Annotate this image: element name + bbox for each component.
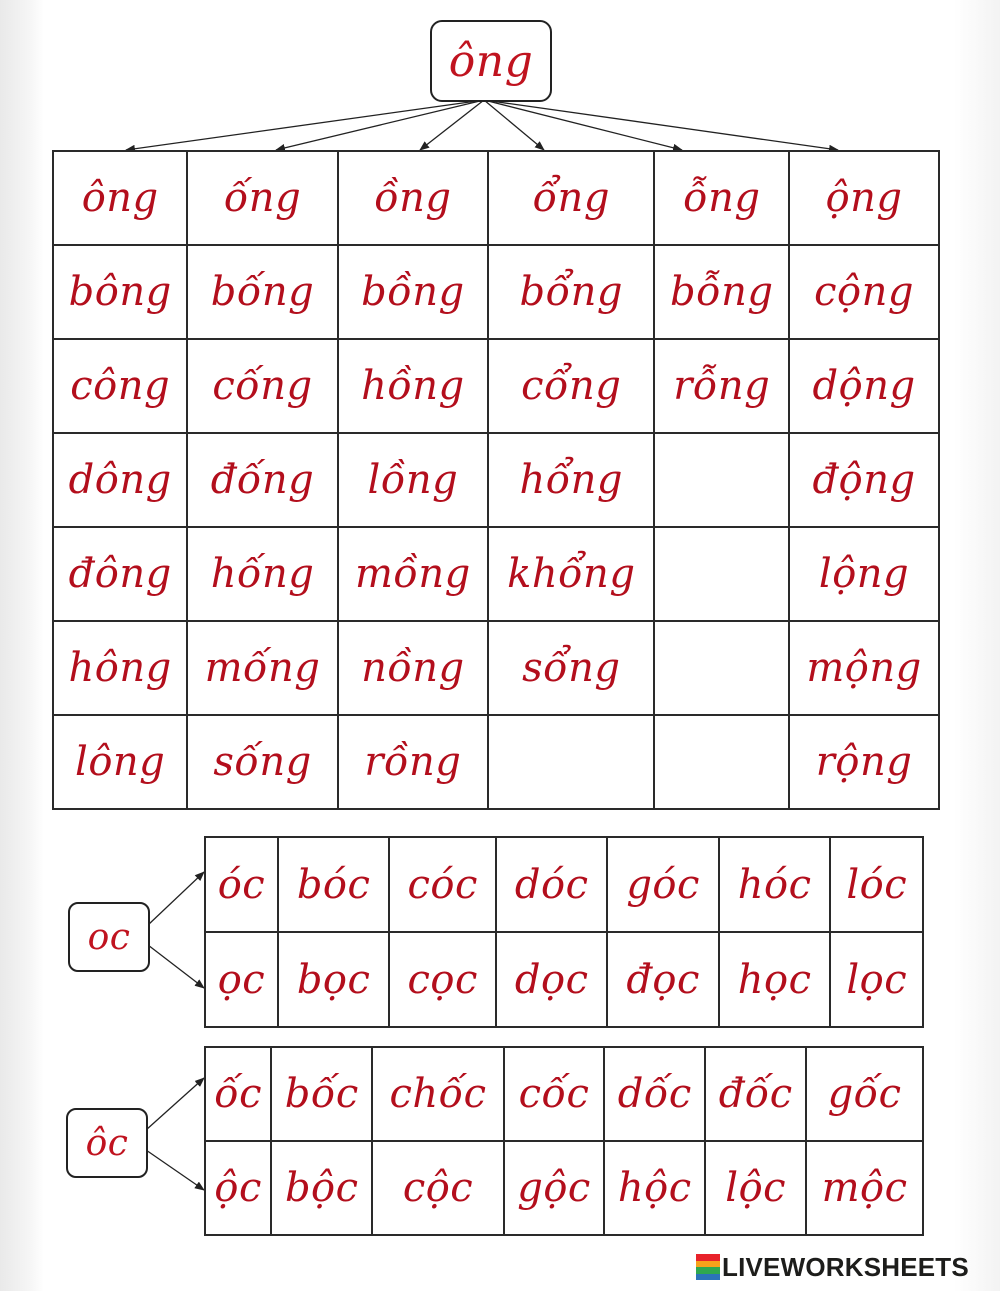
syllable-word: mống <box>204 645 321 691</box>
syllable-cell <box>830 837 923 932</box>
syllable-word: rộng <box>815 739 913 785</box>
syllable-cell <box>806 1141 923 1235</box>
arrow-oc-bottom <box>148 945 204 988</box>
table-row <box>53 621 939 715</box>
syllable-word: lồng <box>367 457 459 503</box>
syllable-cell <box>372 1047 504 1141</box>
syllable-cell <box>271 1047 372 1141</box>
syllable-word: ông <box>81 175 159 221</box>
syllable-cell <box>654 151 789 245</box>
syllable-cell <box>719 837 831 932</box>
syllable-cell <box>488 715 654 809</box>
syllable-cell <box>53 151 187 245</box>
syllable-word: khổng <box>507 551 636 597</box>
syllable-word: hóc <box>737 861 812 908</box>
syllable-cell <box>488 151 654 245</box>
syllable-word: sống <box>213 739 312 785</box>
syllable-cell <box>338 621 488 715</box>
syllable-cell <box>789 621 939 715</box>
syllable-word: cổng <box>521 363 622 409</box>
syllable-word: mộng <box>806 645 922 691</box>
syllable-word: đốc <box>718 1071 793 1117</box>
syllable-word: óc <box>217 861 266 908</box>
oc-header-box <box>68 902 150 972</box>
syllable-word: hổng <box>519 457 624 503</box>
syllable-word: dóc <box>514 861 589 908</box>
syllable-word: chốc <box>389 1071 487 1117</box>
syllable-cell <box>488 527 654 621</box>
syllable-cell <box>205 837 278 932</box>
table-row <box>53 245 939 339</box>
syllable-word: bổng <box>519 269 623 315</box>
table-row <box>53 339 939 433</box>
brand-text: LIVEWORKSHEETS <box>722 1251 969 1282</box>
oc-header-label: oc <box>87 916 131 958</box>
syllable-cell <box>187 527 337 621</box>
syllable-cell <box>504 1141 604 1235</box>
table-row <box>53 715 939 809</box>
syllable-cell <box>789 339 939 433</box>
syllable-cell <box>389 837 496 932</box>
syllable-cell <box>205 1141 271 1235</box>
syllable-cell <box>187 621 337 715</box>
oc2-header-label: ôc <box>85 1122 129 1164</box>
syllable-word: công <box>70 363 171 409</box>
syllable-cell <box>789 715 939 809</box>
syllable-word: hống <box>210 551 315 597</box>
syllable-cell <box>654 715 789 809</box>
syllable-cell <box>654 433 789 527</box>
syllable-word: lộc <box>725 1165 787 1211</box>
syllable-cell <box>338 433 488 527</box>
arrow-oc-top <box>148 872 204 925</box>
syllable-cell <box>830 932 923 1027</box>
syllable-cell <box>372 1141 504 1235</box>
table-row <box>53 151 939 245</box>
syllable-cell <box>705 1047 806 1141</box>
syllable-word: nồng <box>361 645 465 691</box>
syllable-word: bọc <box>296 956 371 1003</box>
syllable-word: hồng <box>361 363 465 409</box>
syllable-word: cộc <box>402 1165 474 1211</box>
syllable-cell <box>488 339 654 433</box>
syllable-cell <box>53 621 187 715</box>
syllable-word: động <box>812 457 916 503</box>
syllable-word: hông <box>68 645 172 691</box>
ong-header-box <box>430 20 552 102</box>
syllable-word: ộng <box>825 175 903 221</box>
syllable-word: bóc <box>296 861 371 908</box>
syllable-word: góc <box>626 861 700 908</box>
ong-syllable-table <box>52 150 940 810</box>
syllable-word: ốc <box>214 1071 263 1117</box>
syllable-cell <box>806 1047 923 1141</box>
syllable-cell <box>338 527 488 621</box>
syllable-word: rồng <box>364 739 462 785</box>
syllable-word: bồng <box>361 269 465 315</box>
table-row <box>205 1141 923 1235</box>
syllable-word: lộng <box>818 551 910 597</box>
table-row <box>53 527 939 621</box>
syllable-cell <box>187 245 337 339</box>
syllable-cell <box>654 527 789 621</box>
syllable-cell <box>187 433 337 527</box>
arrow-oc2-bottom <box>146 1150 204 1190</box>
syllable-cell <box>488 245 654 339</box>
syllable-cell <box>607 932 718 1027</box>
syllable-cell <box>338 151 488 245</box>
syllable-word: hộc <box>617 1165 692 1211</box>
liveworksheets-brand <box>696 1252 969 1282</box>
syllable-cell <box>654 245 789 339</box>
syllable-cell <box>271 1141 372 1235</box>
syllable-word: đọc <box>626 956 700 1003</box>
syllable-cell <box>719 932 831 1027</box>
syllable-word: dộng <box>812 363 916 409</box>
syllable-word: lọc <box>846 956 908 1003</box>
syllable-cell <box>504 1047 604 1141</box>
syllable-word: ồng <box>374 175 452 221</box>
syllable-word: mồng <box>354 551 471 597</box>
syllable-cell <box>205 932 278 1027</box>
syllable-cell <box>53 715 187 809</box>
oc2-syllable-table <box>204 1046 924 1236</box>
syllable-word: dông <box>68 457 172 503</box>
syllable-cell <box>338 339 488 433</box>
syllable-word: ỗng <box>683 175 761 221</box>
oc2-header-box <box>66 1108 148 1178</box>
table-row <box>205 837 923 932</box>
syllable-cell <box>338 245 488 339</box>
syllable-cell <box>789 151 939 245</box>
syllable-word: bỗng <box>670 269 774 315</box>
syllable-cell <box>278 932 389 1027</box>
syllable-word: cốc <box>518 1071 590 1117</box>
oc-syllable-table <box>204 836 924 1028</box>
syllable-cell <box>496 837 607 932</box>
syllable-word: ọc <box>217 956 266 1003</box>
syllable-word: bống <box>210 269 315 315</box>
syllable-cell <box>496 932 607 1027</box>
syllable-word: gộc <box>517 1165 591 1211</box>
syllable-word: mộc <box>821 1165 908 1211</box>
syllable-cell <box>604 1141 705 1235</box>
syllable-word: cọc <box>407 956 478 1003</box>
arrow-oc2-top <box>146 1078 204 1130</box>
syllable-word: đông <box>68 551 172 597</box>
syllable-word: ổng <box>532 175 610 221</box>
syllable-cell <box>488 433 654 527</box>
syllable-cell <box>604 1047 705 1141</box>
syllable-cell <box>187 151 337 245</box>
arrow-to-col-6 <box>484 100 838 150</box>
syllable-cell <box>187 339 337 433</box>
syllable-cell <box>789 433 939 527</box>
syllable-word: sổng <box>522 645 621 691</box>
syllable-word: ộc <box>214 1165 262 1211</box>
syllable-word: lóc <box>846 861 908 908</box>
syllable-cell <box>53 245 187 339</box>
syllable-word: dọc <box>514 956 589 1003</box>
syllable-word: cộng <box>814 269 914 315</box>
syllable-word: cóc <box>407 861 478 908</box>
syllable-word: học <box>737 956 812 1003</box>
syllable-cell <box>53 527 187 621</box>
syllable-cell <box>205 1047 271 1141</box>
syllable-word: cống <box>212 363 313 409</box>
liveworksheets-logo-icon <box>696 1254 720 1280</box>
ong-header-label: ông <box>448 35 534 87</box>
syllable-word: rỗng <box>673 363 771 409</box>
syllable-cell <box>187 715 337 809</box>
table-row <box>205 1047 923 1141</box>
syllable-cell <box>789 527 939 621</box>
syllable-cell <box>705 1141 806 1235</box>
syllable-word: lông <box>75 739 166 785</box>
syllable-cell <box>53 339 187 433</box>
syllable-cell <box>278 837 389 932</box>
syllable-cell <box>53 433 187 527</box>
syllable-cell <box>654 339 789 433</box>
syllable-cell <box>338 715 488 809</box>
syllable-word: dốc <box>617 1071 692 1117</box>
syllable-cell <box>607 837 718 932</box>
syllable-cell <box>789 245 939 339</box>
syllable-word: bốc <box>284 1071 359 1117</box>
syllable-word: gốc <box>827 1071 902 1117</box>
table-row <box>205 932 923 1027</box>
syllable-cell <box>654 621 789 715</box>
syllable-cell <box>488 621 654 715</box>
syllable-word: đống <box>210 457 315 503</box>
syllable-word: bộc <box>284 1165 359 1211</box>
table-row <box>53 433 939 527</box>
syllable-word: ống <box>223 175 302 221</box>
syllable-word: bông <box>68 269 172 315</box>
syllable-cell <box>389 932 496 1027</box>
